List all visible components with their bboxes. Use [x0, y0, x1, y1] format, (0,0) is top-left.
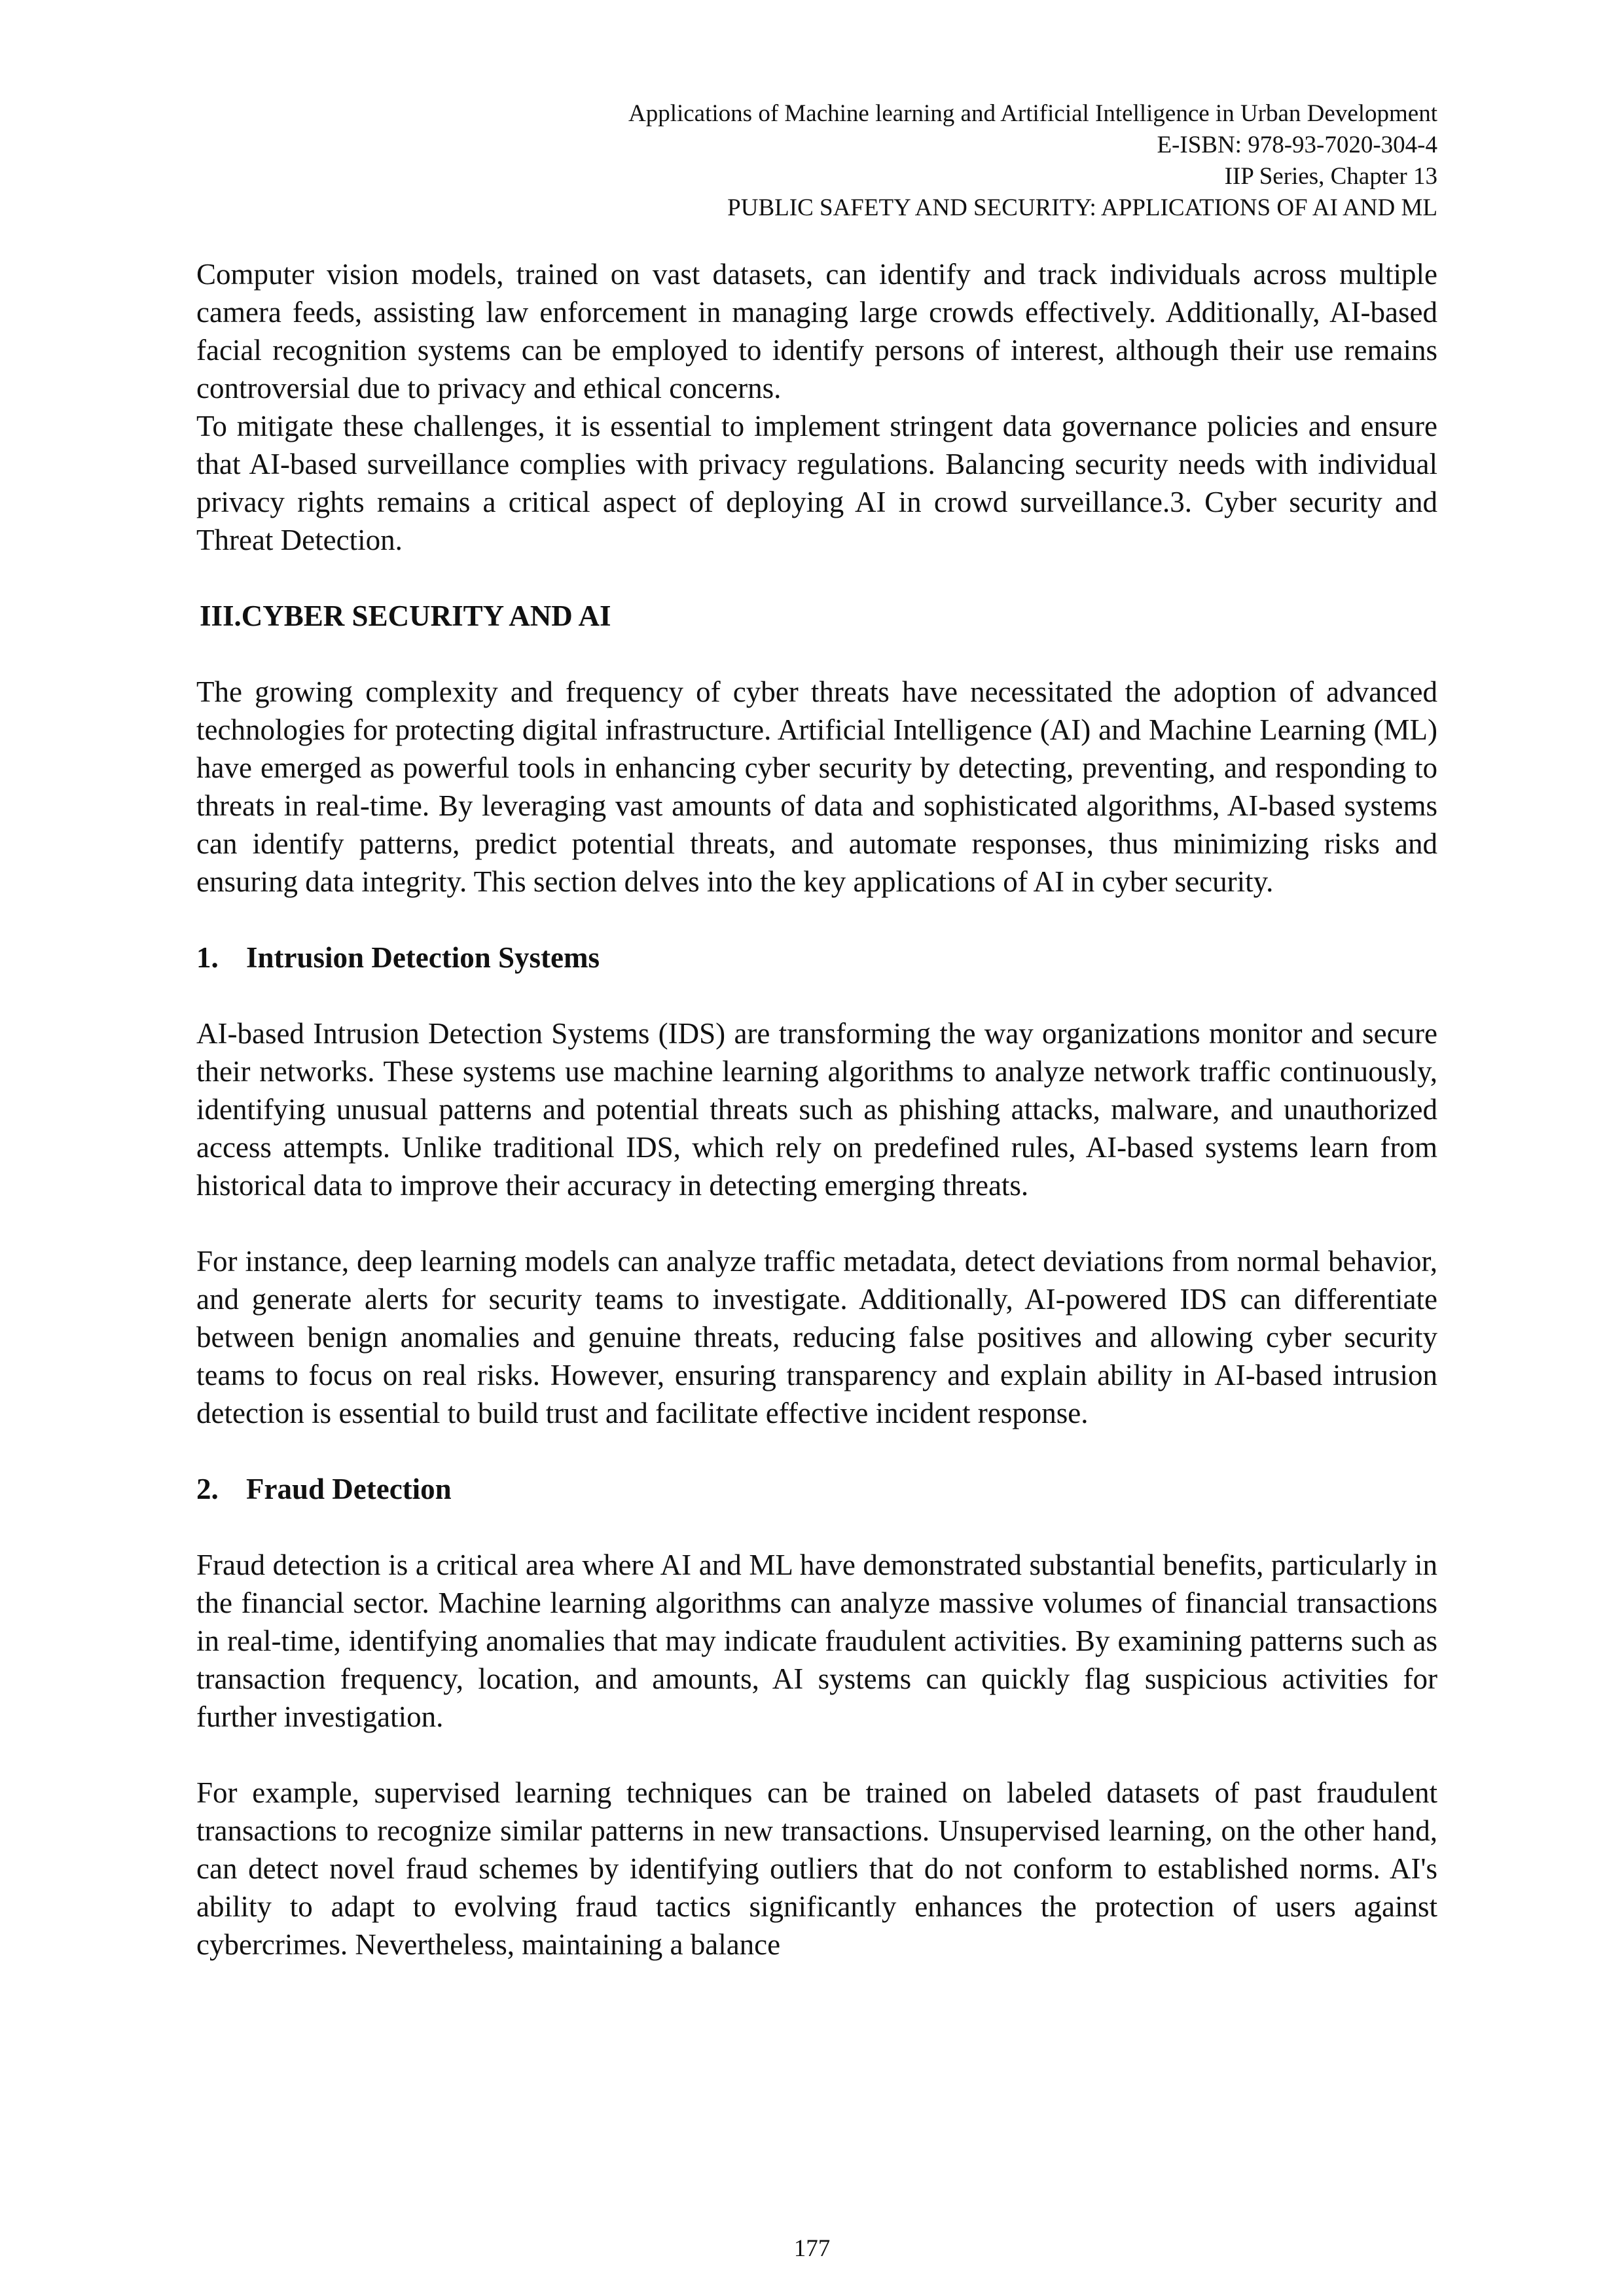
running-header [196, 98, 1437, 224]
paragraph-ids-overview: AI-based Intrusion Detection Systems (IDS) are transforming the way organizations monitor and secure their networks. These systems use machine learning algorithms to analyze network traffic continuously, identifying unusual patterns and potential threats such as phishing attacks, malware, and unauthorized access attempts. Unlike traditional IDS, which rely on predefined rules, AI-based systems learn from historical data to improve their accuracy in detecting emerging threats. [196, 1017, 1437, 1202]
paragraph-cyber-security-intro: The growing complexity and frequency of cyber threats have necessitated the adoption of advanced technologies for protecting digital infrastructure. Artificial Intelligence (AI) and Machine Learning (ML) have emerged as powerful tools in enhancing cyber security by detecting, preventing, and responding to threats in real-time. By leveraging vast amounts of data and sophisticated algorithms, AI-based systems can identify patterns, predict potential threats, and automate responses, thus minimizing risks and ensuring data integrity. This section delves into the key applications of AI in cyber security. [196, 675, 1437, 898]
page-number: 177 [793, 2235, 831, 2262]
subsection-heading-intrusion-detection [196, 939, 1437, 977]
header-series: IIP Series, Chapter 13 [1224, 163, 1437, 190]
paragraph-fraud-overview: Fraud detection is a critical area where AI and ML have demonstrated substantial benefits, particularly in the financial sector. Machine learning algorithms can analyze massive volumes of financial transactions in real-time, identifying anomalies that may indicate fraudulent activities. By examining patterns such as transaction frequency, location, and amounts, AI systems can quickly flag suspicious activities for further investigation. [196, 1549, 1437, 1733]
subsection-title: Fraud Detection [246, 1473, 452, 1505]
subsection-heading-fraud-detection [196, 1470, 1437, 1508]
subsection-number: 2. [196, 1473, 219, 1505]
paragraph-crowd-surveillance: Computer vision models, trained on vast datasets, can identify and track individuals across multiple camera feeds, assisting law enforcement in managing large crowds effectively. Additionally, AI-based facial recognition systems can be employed to identify persons of interest, although their use remains controversial due to privacy and ethical concerns. [196, 258, 1437, 404]
paragraph-fraud-learning-techniques: For example, supervised learning techniques can be trained on labeled datasets of past fraudulent transactions to recognize similar patterns in new transactions. Unsupervised learning, on the other hand, can detect novel fraud schemes by identifying outliers that do not conform to established norms. AI's ability to adapt to evolving fraud tactics significantly enhances the protection of users against cybercrimes. Nevertheless, maintaining a balance [196, 1776, 1437, 1961]
paragraph-ids-deep-learning: For instance, deep learning models can analyze traffic metadata, detect deviations from normal behavior, and generate alerts for security teams to investigate. Additionally, AI-powered IDS can differentiate between benign anomalies and genuine threats, reducing false positives and allowing cyber security teams to focus on real risks. However, ensuring transparency and explain ability in AI-based intrusion detection is essential to build trust and facilitate effective incident response. [196, 1245, 1437, 1429]
page-body [196, 255, 1437, 1964]
section-heading-cyber-security: III.CYBER SECURITY AND AI [200, 600, 611, 632]
header-book-title: Applications of Machine learning and Artificial Intelligence in Urban Development [628, 100, 1437, 127]
subsection-title: Intrusion Detection Systems [246, 941, 600, 974]
subsection-number: 1. [196, 941, 219, 974]
header-isbn: E-ISBN: 978-93-7020-304-4 [1157, 132, 1437, 158]
header-chapter-title: PUBLIC SAFETY AND SECURITY: APPLICATIONS OF AI AND ML [727, 194, 1437, 221]
paragraph-privacy-mitigation: To mitigate these challenges, it is essential to implement stringent data governance policies and ensure that AI-based surveillance complies with privacy regulations. Balancing security needs with individual privacy rights remains a critical aspect of deploying AI in crowd surveillance.3. Cyber security and Threat Detection. [196, 410, 1437, 556]
